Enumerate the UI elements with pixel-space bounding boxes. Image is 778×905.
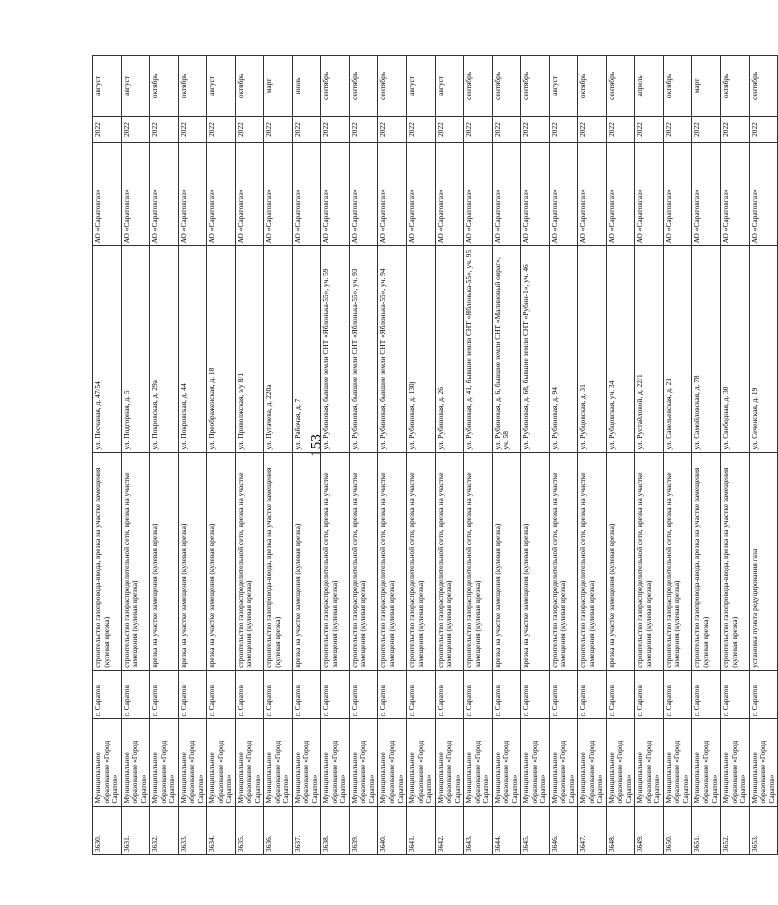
address-cell: ул. Покровская, д. 44 xyxy=(178,246,207,452)
work-type-cell: строительство газопровода-ввода, врезка на участке замещения (кулевая врезка) xyxy=(721,452,750,670)
city-cell: г. Саратов xyxy=(264,670,293,718)
organization-cell: АО «Саратовгаз» xyxy=(578,143,607,246)
municipality-cell: Муниципальное образование «Город Саратов» xyxy=(207,719,236,806)
table-row xyxy=(549,56,578,855)
work-type-cell: строительство газопровода-ввода, врезка на участке замещения (кулевая врезка) xyxy=(93,452,122,670)
address-cell: ул. Савельевская, д. 21 xyxy=(663,246,692,452)
municipality-cell: Муниципальное образование «Город Саратов» xyxy=(492,719,521,806)
municipality-cell: Муниципальное образование «Город Саратов» xyxy=(663,719,692,806)
city-cell: г. Саратов xyxy=(435,670,464,718)
work-type-cell: строительство газораспределительной сети, врезка на участке замещения (кулевая врезка) xyxy=(378,452,407,670)
register-table-body xyxy=(93,56,778,855)
month-cell: март xyxy=(692,56,721,117)
year-cell: 2022 xyxy=(749,116,778,143)
municipality-cell: Муниципальное образование «Город Саратов» xyxy=(264,719,293,806)
address-cell: ул. Пугачева, д. 220а xyxy=(264,246,293,452)
city-cell: г. Саратов xyxy=(93,670,122,718)
organization-cell: АО «Саратовгаз» xyxy=(321,143,350,246)
city-cell: г. Саратов xyxy=(292,670,321,718)
work-type-cell: врезка на участке замещения (кулевая врезка) xyxy=(521,452,550,670)
municipality-cell: Муниципальное образование «Город Саратов» xyxy=(721,719,750,806)
row-number-cell: 3651. xyxy=(692,806,721,854)
address-cell: ул. Сеченская, д. 19 xyxy=(749,246,778,452)
organization-cell: АО «Саратовгаз» xyxy=(207,143,236,246)
organization-cell: АО «Саратовгаз» xyxy=(407,143,436,246)
organization-cell: АО «Саратовгаз» xyxy=(464,143,493,246)
month-cell: октябрь xyxy=(150,56,179,117)
table-row xyxy=(492,56,521,855)
work-type-cell: установка пункта редуцирования газа xyxy=(749,452,778,670)
row-number-cell: 3635. xyxy=(235,806,264,854)
municipality-cell: Муниципальное образование «Город Саратов» xyxy=(606,719,635,806)
organization-cell: АО «Саратовгаз» xyxy=(93,143,122,246)
work-type-cell: строительство газораспределительной сети, врезка на участке замещения (кулевая врезка) xyxy=(407,452,436,670)
address-cell: ул. Рубиновая, д. 41, бывшие земли СНТ «Яблонька-55», уч. 95 xyxy=(464,246,493,452)
organization-cell: АО «Саратовгаз» xyxy=(121,143,150,246)
row-number-cell: 3639. xyxy=(349,806,378,854)
address-cell: ул. Подгорная, д. 5 xyxy=(121,246,150,452)
municipality-cell: Муниципальное образование «Город Саратов» xyxy=(407,719,436,806)
address-cell: ул. Свободная, д. 30 xyxy=(721,246,750,452)
row-number-cell: 3646. xyxy=(549,806,578,854)
table-row xyxy=(663,56,692,855)
organization-cell: АО «Саратовгаз» xyxy=(235,143,264,246)
address-cell: ул. Рубиновая, д. 26 xyxy=(435,246,464,452)
address-cell: ул. Преображенская, д. 18 xyxy=(207,246,236,452)
table-row xyxy=(521,56,550,855)
year-cell: 2022 xyxy=(635,116,664,143)
year-cell: 2022 xyxy=(521,116,550,143)
page-number: 153 xyxy=(308,434,325,457)
row-number-cell: 3647. xyxy=(578,806,607,854)
year-cell: 2022 xyxy=(692,116,721,143)
work-type-cell: строительство газораспределительной сети, врезка на участке замещения (кулевая врезка) xyxy=(578,452,607,670)
address-cell: ул. Рубиновая, д. 94 xyxy=(549,246,578,452)
organization-cell: АО «Саратовгаз» xyxy=(663,143,692,246)
city-cell: г. Саратов xyxy=(549,670,578,718)
table-row xyxy=(121,56,150,855)
municipality-cell: Муниципальное образование «Город Саратов» xyxy=(292,719,321,806)
address-cell: ул. Рубиновая, бывшие земли СНТ «Яблонька-55», уч. 94 xyxy=(378,246,407,452)
table-row xyxy=(464,56,493,855)
month-cell: октябрь xyxy=(578,56,607,117)
city-cell: г. Саратов xyxy=(150,670,179,718)
work-type-cell: строительство газораспределительной сети, врезка на участке замещения (кулевая врезка) xyxy=(464,452,493,670)
month-cell: июнь xyxy=(292,56,321,117)
month-cell: апрель xyxy=(635,56,664,117)
year-cell: 2022 xyxy=(407,116,436,143)
work-type-cell: строительство газопровода-ввода, врезка на участке замещения (кулевая врезка) xyxy=(264,452,293,670)
year-cell: 2022 xyxy=(207,116,236,143)
city-cell: г. Саратов xyxy=(663,670,692,718)
year-cell: 2022 xyxy=(464,116,493,143)
organization-cell: АО «Саратовгаз» xyxy=(749,143,778,246)
year-cell: 2022 xyxy=(178,116,207,143)
work-type-cell: строительство газораспределительной сети, врезка на участке замещения (кулевая врезка) xyxy=(321,452,350,670)
year-cell: 2022 xyxy=(321,116,350,143)
work-type-cell: строительство газопровода-ввода, врезка на участке замещения (кулевая врезка) xyxy=(692,452,721,670)
work-type-cell: врезка на участке замещения (кулевая врезка) xyxy=(292,452,321,670)
month-cell: октябрь xyxy=(721,56,750,117)
address-cell: ул. Самойловская, д. 78 xyxy=(692,246,721,452)
organization-cell: АО «Саратовгаз» xyxy=(721,143,750,246)
table-row xyxy=(378,56,407,855)
table-row xyxy=(635,56,664,855)
table-row xyxy=(349,56,378,855)
month-cell: сентябрь xyxy=(521,56,550,117)
year-cell: 2022 xyxy=(721,116,750,143)
organization-cell: АО «Саратовгаз» xyxy=(178,143,207,246)
month-cell: сентябрь xyxy=(492,56,521,117)
year-cell: 2022 xyxy=(292,116,321,143)
address-cell: ул. Рубиновая, д. 130j xyxy=(407,246,436,452)
month-cell: август xyxy=(407,56,436,117)
municipality-cell: Муниципальное образование «Город Саратов» xyxy=(349,719,378,806)
municipality-cell: Муниципальное образование «Город Саратов» xyxy=(464,719,493,806)
city-cell: г. Саратов xyxy=(207,670,236,718)
month-cell: сентябрь xyxy=(321,56,350,117)
row-number-cell: 3631. xyxy=(121,806,150,854)
city-cell: г. Саратов xyxy=(749,670,778,718)
address-cell: ул. Покровская, д. 29а xyxy=(150,246,179,452)
month-cell: сентябрь xyxy=(349,56,378,117)
month-cell: октябрь xyxy=(178,56,207,117)
organization-cell: АО «Саратовгаз» xyxy=(521,143,550,246)
month-cell: сентябрь xyxy=(749,56,778,117)
city-cell: г. Саратов xyxy=(178,670,207,718)
month-cell: сентябрь xyxy=(378,56,407,117)
table-row xyxy=(207,56,236,855)
year-cell: 2022 xyxy=(435,116,464,143)
month-cell: август xyxy=(435,56,464,117)
municipality-cell: Муниципальное образование «Город Саратов» xyxy=(578,719,607,806)
city-cell: г. Саратов xyxy=(721,670,750,718)
row-number-cell: 3653. xyxy=(749,806,778,854)
work-type-cell: строительство газораспределительной сети, врезка на участке замещения (кулевая врезка) xyxy=(435,452,464,670)
work-type-cell: строительство газораспределительной сети, врезка на участке замещения (кулевая врезка) xyxy=(349,452,378,670)
organization-cell: АО «Саратовгаз» xyxy=(606,143,635,246)
municipality-cell: Муниципальное образование «Город Саратов» xyxy=(635,719,664,806)
work-type-cell: врезка на участке замещения (кулевая врезка) xyxy=(606,452,635,670)
year-cell: 2022 xyxy=(150,116,179,143)
month-cell: октябрь xyxy=(663,56,692,117)
register-table xyxy=(92,55,778,855)
row-number-cell: 3644. xyxy=(492,806,521,854)
table-row xyxy=(749,56,778,855)
year-cell: 2022 xyxy=(549,116,578,143)
city-cell: г. Саратов xyxy=(492,670,521,718)
year-cell: 2022 xyxy=(578,116,607,143)
address-cell: ул. Рубиновая, д. 68, бывшие земли СНТ «Рубин-1», уч. 46 xyxy=(521,246,550,452)
table-row xyxy=(578,56,607,855)
year-cell: 2022 xyxy=(606,116,635,143)
city-cell: г. Саратов xyxy=(635,670,664,718)
address-cell: ул. Рубиновая, бывшие земли СНТ «Яблонька-55», уч. 93 xyxy=(349,246,378,452)
row-number-cell: 3640. xyxy=(378,806,407,854)
organization-cell: АО «Саратовгаз» xyxy=(549,143,578,246)
work-type-cell: строительство газораспределительной сети, врезка на участке замещения (кулевая врезка) xyxy=(549,452,578,670)
city-cell: г. Саратов xyxy=(692,670,721,718)
month-cell: август xyxy=(121,56,150,117)
municipality-cell: Муниципальное образование «Город Саратов» xyxy=(121,719,150,806)
city-cell: г. Саратов xyxy=(521,670,550,718)
municipality-cell: Муниципальное образование «Город Саратов» xyxy=(521,719,550,806)
organization-cell: АО «Саратовгаз» xyxy=(378,143,407,246)
work-type-cell: врезка на участке замещения (кулевая врезка) xyxy=(150,452,179,670)
row-number-cell: 3634. xyxy=(207,806,236,854)
year-cell: 2022 xyxy=(492,116,521,143)
month-cell: октябрь xyxy=(235,56,264,117)
row-number-cell: 3641. xyxy=(407,806,436,854)
year-cell: 2022 xyxy=(378,116,407,143)
address-cell: ул. Приволжская, з/у 8/1 xyxy=(235,246,264,452)
municipality-cell: Муниципальное образование «Город Саратов» xyxy=(178,719,207,806)
city-cell: г. Саратов xyxy=(578,670,607,718)
year-cell: 2022 xyxy=(235,116,264,143)
table-row xyxy=(235,56,264,855)
work-type-cell: строительство газораспределительной сети, врезка на участке замещения (кулевая врезка) xyxy=(663,452,692,670)
table-row xyxy=(150,56,179,855)
address-cell: ул. Рубиновая, д. 6, бывшие земли СНТ «Малиновый овраг», уч. 58 xyxy=(492,246,521,452)
month-cell: сентябрь xyxy=(606,56,635,117)
municipality-cell: Муниципальное образование «Город Саратов» xyxy=(749,719,778,806)
table-row xyxy=(721,56,750,855)
organization-cell: АО «Саратовгаз» xyxy=(435,143,464,246)
municipality-cell: Муниципальное образование «Город Саратов» xyxy=(692,719,721,806)
address-cell: ул. Рубцовская, уч. 34 xyxy=(606,246,635,452)
address-cell: ул. Рабочая, д. 7 xyxy=(292,246,321,452)
organization-cell: АО «Саратовгаз» xyxy=(264,143,293,246)
organization-cell: АО «Саратовгаз» xyxy=(692,143,721,246)
city-cell: г. Саратов xyxy=(378,670,407,718)
rotated-register-table-wrapper xyxy=(92,55,776,855)
row-number-cell: 3649. xyxy=(635,806,664,854)
municipality-cell: Муниципальное образование «Город Саратов» xyxy=(235,719,264,806)
address-cell: ул. Рубиновая, бывшие земли СНТ «Яблонька-55», уч. 59 xyxy=(321,246,350,452)
organization-cell: АО «Саратовгаз» xyxy=(150,143,179,246)
organization-cell: АО «Саратовгаз» xyxy=(492,143,521,246)
row-number-cell: 3638. xyxy=(321,806,350,854)
table-row xyxy=(321,56,350,855)
organization-cell: АО «Саратовгаз» xyxy=(349,143,378,246)
work-type-cell: врезка на участке замещения (кулевая врезка) xyxy=(178,452,207,670)
month-cell: август xyxy=(93,56,122,117)
address-cell: ул. Рубцовская, д. 31 xyxy=(578,246,607,452)
municipality-cell: Муниципальное образование «Город Саратов» xyxy=(549,719,578,806)
table-row xyxy=(178,56,207,855)
work-type-cell: врезка на участке замещения (кулевая врезка) xyxy=(492,452,521,670)
row-number-cell: 3636. xyxy=(264,806,293,854)
city-cell: г. Саратов xyxy=(349,670,378,718)
month-cell: август xyxy=(207,56,236,117)
row-number-cell: 3648. xyxy=(606,806,635,854)
month-cell: сентябрь xyxy=(464,56,493,117)
row-number-cell: 3650. xyxy=(663,806,692,854)
municipality-cell: Муниципальное образование «Город Саратов» xyxy=(93,719,122,806)
municipality-cell: Муниципальное образование «Город Саратов» xyxy=(435,719,464,806)
month-cell: март xyxy=(264,56,293,117)
organization-cell: АО «Саратовгаз» xyxy=(635,143,664,246)
row-number-cell: 3642. xyxy=(435,806,464,854)
city-cell: г. Саратов xyxy=(235,670,264,718)
city-cell: г. Саратов xyxy=(407,670,436,718)
city-cell: г. Саратов xyxy=(121,670,150,718)
year-cell: 2022 xyxy=(121,116,150,143)
year-cell: 2022 xyxy=(264,116,293,143)
work-type-cell: строительство газораспределительной сети, врезка на участке замещения (кулевая врезка) xyxy=(121,452,150,670)
municipality-cell: Муниципальное образование «Город Саратов» xyxy=(321,719,350,806)
table-row xyxy=(606,56,635,855)
address-cell: ул. Рустайловой, д. 22/1 xyxy=(635,246,664,452)
row-number-cell: 3632. xyxy=(150,806,179,854)
year-cell: 2022 xyxy=(93,116,122,143)
city-cell: г. Саратов xyxy=(606,670,635,718)
city-cell: г. Саратов xyxy=(321,670,350,718)
table-row xyxy=(292,56,321,855)
table-row xyxy=(407,56,436,855)
row-number-cell: 3643. xyxy=(464,806,493,854)
row-number-cell: 3637. xyxy=(292,806,321,854)
work-type-cell: строительство газораспределительной сети, врезка на участке замещения (кулевая врезка) xyxy=(635,452,664,670)
row-number-cell: 3652. xyxy=(721,806,750,854)
table-row xyxy=(93,56,122,855)
table-row xyxy=(435,56,464,855)
municipality-cell: Муниципальное образование «Город Саратов» xyxy=(150,719,179,806)
table-row xyxy=(692,56,721,855)
row-number-cell: 3633. xyxy=(178,806,207,854)
month-cell: август xyxy=(549,56,578,117)
address-cell: ул. Песчаная, д. 47/54 xyxy=(93,246,122,452)
row-number-cell: 3645. xyxy=(521,806,550,854)
year-cell: 2022 xyxy=(349,116,378,143)
organization-cell: АО «Саратовгаз» xyxy=(292,143,321,246)
work-type-cell: врезка на участке замещения (кулевая врезка) xyxy=(207,452,236,670)
municipality-cell: Муниципальное образование «Город Саратов» xyxy=(378,719,407,806)
year-cell: 2022 xyxy=(663,116,692,143)
table-row xyxy=(264,56,293,855)
row-number-cell: 3630. xyxy=(93,806,122,854)
city-cell: г. Саратов xyxy=(464,670,493,718)
work-type-cell: строительство газораспределительной сети, врезка на участке замещения (кулевая врезка) xyxy=(235,452,264,670)
